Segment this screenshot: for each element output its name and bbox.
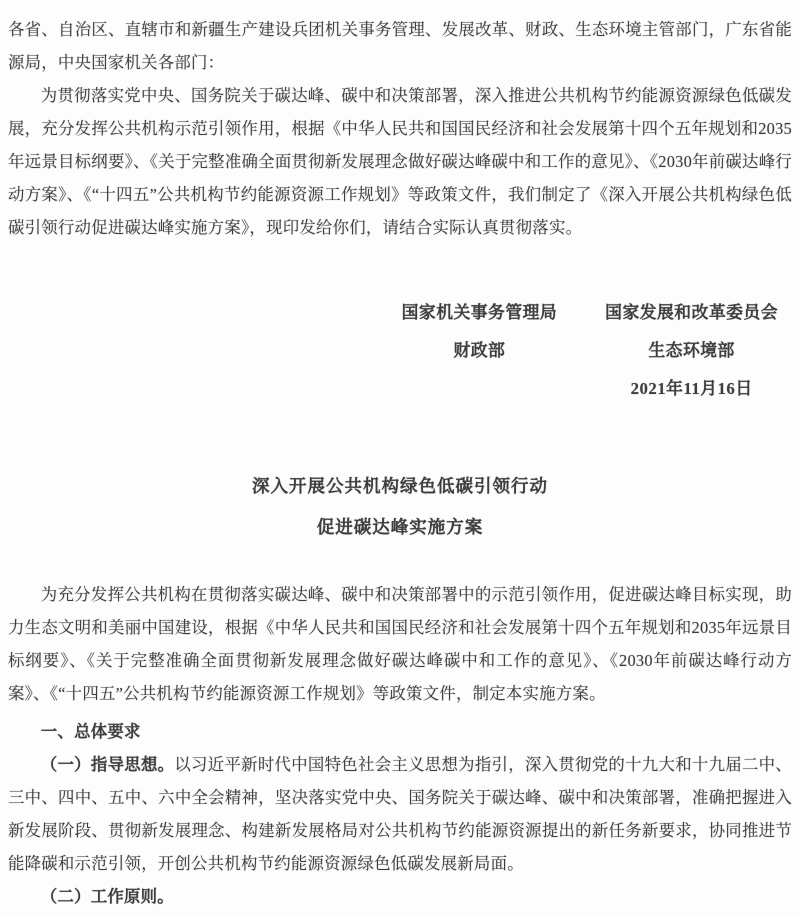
section-1-item-2-label: （二）工作原则。	[40, 887, 174, 906]
signature-block	[8, 294, 778, 408]
signature-date: 2021年11月16日	[630, 379, 753, 398]
section-1-item-1-text: 以习近平新时代中国特色社会主义思想为指引，深入贯彻党的十九大和十九届二中、三中、四中、五中、六中全会精神，坚决落实党中央、国务院关于碳达峰、碳中和决策部署，准确把握进入新发展阶段、贯彻新发展理念、构建新发展格局对公共机构节约能源资源提出的新任务新要求，协同推进节能降碳和示范引领，开创公共机构节约能源资源绿色低碳发展新局面。	[8, 755, 793, 873]
document-title	[8, 466, 792, 548]
document-title-line2: 促进碳达峰实施方案	[316, 517, 484, 537]
signing-agency-gov-offices: 国家机关事务管理局	[401, 303, 558, 322]
signing-agency-ndrc: 国家发展和改革委员会	[605, 303, 778, 322]
recipient-address-line: 各省、自治区、直辖市和新疆生产建设兵团机关事务管理、发展改革、财政、生态环境主管部门，广东省能源局，中央国家机关各部门：	[8, 20, 792, 72]
signature-column-left	[402, 294, 558, 408]
document-title-line1: 深入开展公共机构绿色低碳引领行动	[252, 476, 548, 496]
section-1-item-1	[8, 748, 792, 880]
section-1-heading: 一、总体要求	[40, 722, 141, 741]
signing-agency-finance-ministry: 财政部	[453, 341, 506, 360]
signature-column-right	[605, 294, 778, 408]
signing-agency-ecology-ministry: 生态环境部	[648, 341, 735, 360]
section-1-item-1-label: （一）指导思想。	[40, 755, 175, 774]
preamble-paragraph: 为充分发挥公共机构在贯彻落实碳达峰、碳中和决策部署中的示范引领作用，促进碳达峰目标实现，助力生态文明和美丽中国建设，根据《中华人民共和国国民经济和社会发展第十四个五年规划和2035年远景目标纲要》、《关于完整准确全面贯彻新发展理念做好碳达峰碳中和工作的意见》、《2030年前碳达峰行动方案》、《“十四五”公共机构节约能源资源工作规划》等政策文件，制定本实施方案。	[8, 585, 792, 703]
notice-paragraph: 为贯彻落实党中央、国务院关于碳达峰、碳中和决策部署，深入推进公共机构节约能源资源绿色低碳发展，充分发挥公共机构示范引领作用，根据《中华人民共和国国民经济和社会发展第十四个五年规划和2035年远景目标纲要》、《关于完整准确全面贯彻新发展理念做好碳达峰碳中和工作的意见》、《2030年前碳达峰行动方案》、《“十四五”公共机构节约能源资源工作规划》等政策文件，我们制定了《深入开展公共机构绿色低碳引领行动促进碳达峰实施方案》，现印发给你们，请结合实际认真贯彻落实。	[8, 86, 792, 237]
